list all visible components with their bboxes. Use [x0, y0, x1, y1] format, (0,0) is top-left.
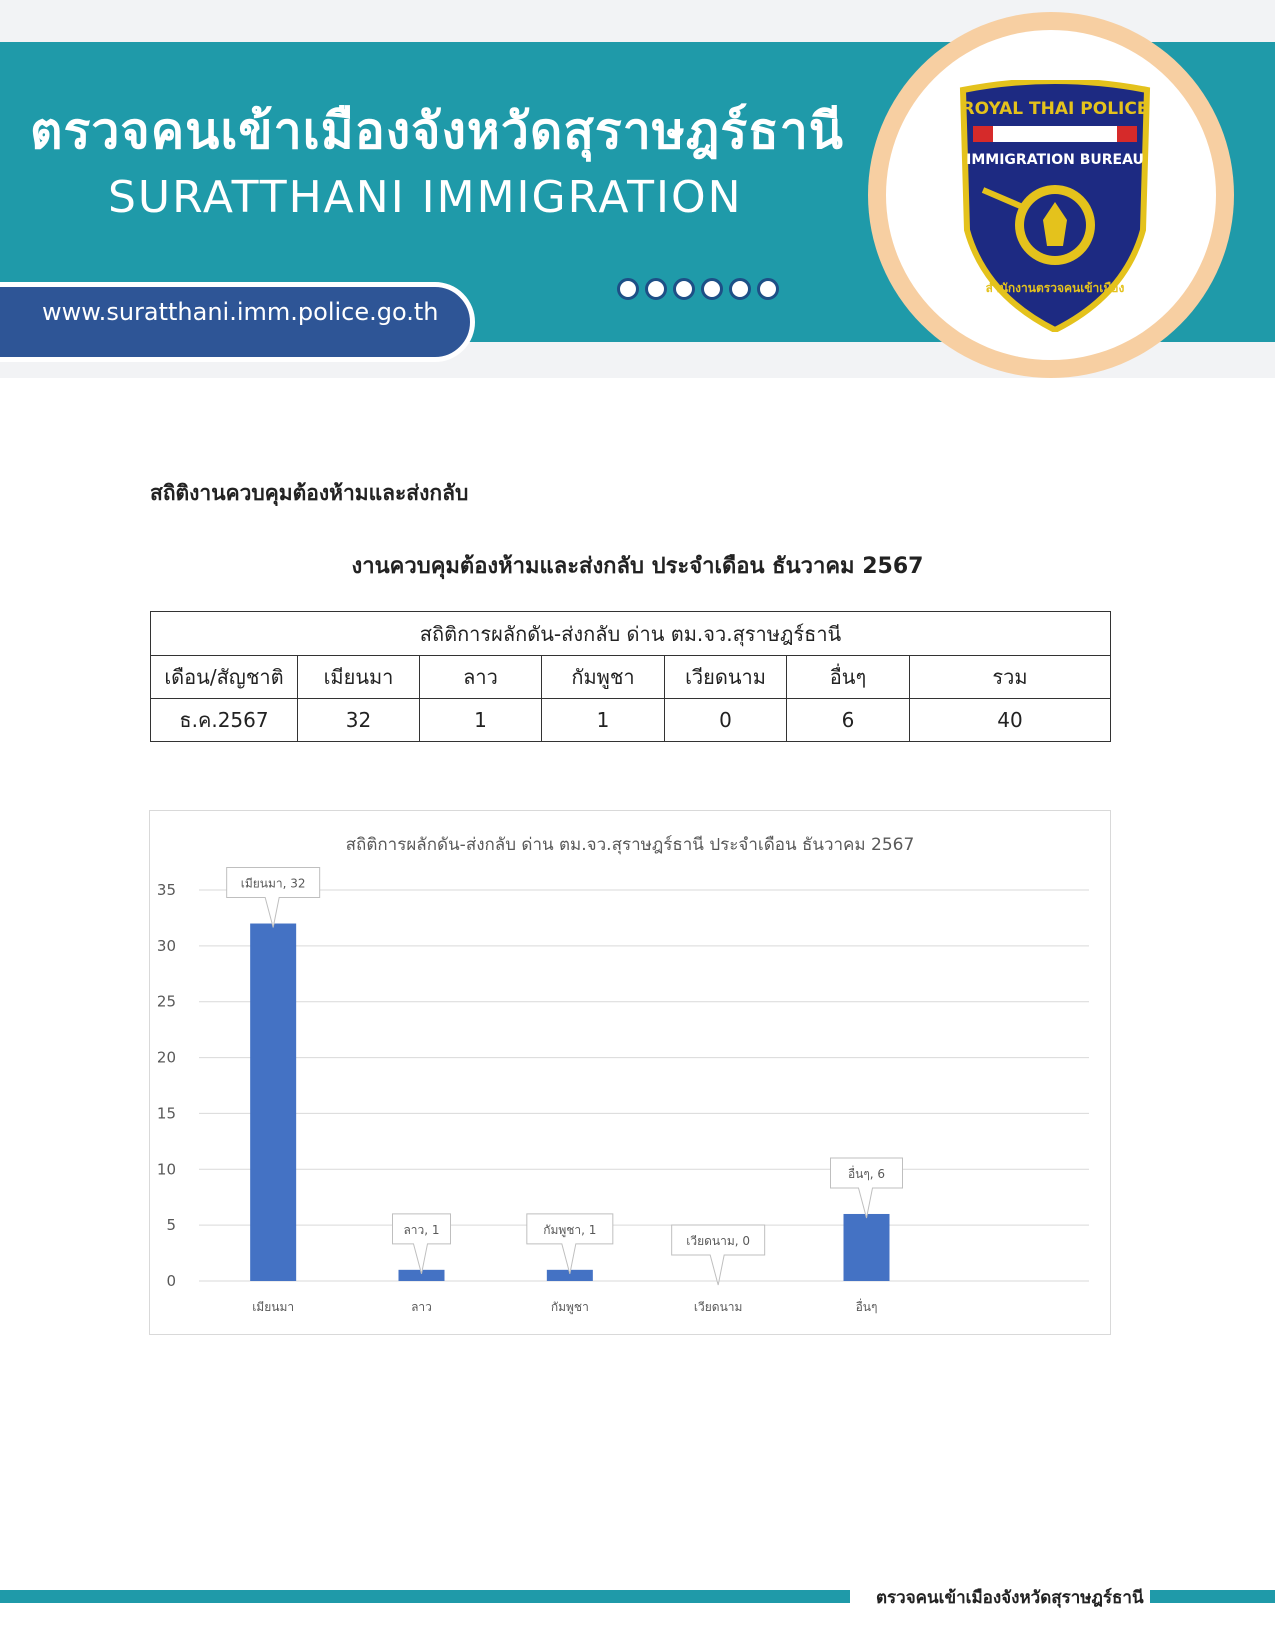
dot-icon	[729, 278, 751, 300]
data-label-callout	[393, 1214, 451, 1274]
y-tick-label: 5	[166, 1216, 176, 1235]
data-label: อื่นๆ, 6	[847, 1166, 886, 1181]
cell-myanmar: 32	[298, 699, 420, 742]
y-tick-label: 0	[166, 1272, 176, 1290]
data-label-callout	[227, 868, 320, 928]
header-myanmar: เมียนมา	[298, 656, 420, 699]
cell-month: ธ.ค.2567	[151, 699, 298, 742]
data-labels	[227, 868, 903, 1285]
section-title: สถิติงานควบคุมต้องห้ามและส่งกลับ	[150, 481, 469, 505]
data-label: กัมพูชา, 1	[543, 1222, 597, 1237]
y-axis-ticks	[157, 881, 176, 1290]
footer-bar-right	[1150, 1590, 1275, 1603]
cell-laos: 1	[420, 699, 542, 742]
dot-icon	[673, 278, 695, 300]
x-tick-label: เมียนมา	[252, 1300, 295, 1314]
statistics-table	[150, 611, 1111, 742]
data-label-callout	[527, 1214, 613, 1274]
chart-title: สถิติการผลักดัน-ส่งกลับ ด่าน ตม.จว.สุราษฎร์ธานี ประจำเดือน ธันวาคม 2567	[345, 835, 915, 855]
dot-icon	[617, 278, 639, 300]
bar	[844, 1214, 890, 1281]
police-badge-logo	[955, 80, 1155, 332]
bar-chart	[149, 810, 1111, 1335]
cell-vietnam: 0	[665, 699, 787, 742]
data-label-callout	[672, 1225, 765, 1285]
website-url[interactable]: www.suratthani.imm.police.go.th	[42, 298, 439, 326]
header-cambodia: กัมพูชา	[542, 656, 665, 699]
decorative-dots	[617, 278, 779, 300]
header-laos: ลาว	[420, 656, 542, 699]
x-tick-label: ลาว	[411, 1300, 432, 1314]
table-caption: สถิติการผลักดัน-ส่งกลับ ด่าน ตม.จว.สุราษฎร์ธานี	[151, 612, 1111, 656]
data-label: เวียดนาม, 0	[686, 1234, 751, 1248]
data-label-callout	[831, 1158, 903, 1218]
header-vietnam: เวียดนาม	[665, 656, 787, 699]
cell-others: 6	[787, 699, 910, 742]
header-others: อื่นๆ	[787, 656, 910, 699]
footer-bar-left	[0, 1590, 850, 1603]
y-tick-label: 20	[156, 1048, 176, 1067]
x-tick-label: เวียดนาม	[693, 1300, 743, 1314]
dot-icon	[645, 278, 667, 300]
header-total: รวม	[910, 656, 1111, 699]
bar	[250, 924, 296, 1281]
y-tick-label: 25	[156, 992, 176, 1011]
badge-top-text: ROYAL THAI POLICE	[961, 99, 1149, 119]
dot-icon	[701, 278, 723, 300]
banner-title-english: SURATTHANI IMMIGRATION	[108, 172, 743, 223]
banner-title-thai: ตรวจคนเข้าเมืองจังหวัดสุราษฎร์ธานี	[30, 102, 844, 160]
header-month-nationality: เดือน/สัญชาติ	[151, 656, 298, 699]
y-tick-label: 15	[156, 1104, 176, 1123]
cell-cambodia: 1	[542, 699, 665, 742]
y-tick-label: 10	[156, 1160, 176, 1179]
data-label: เมียนมา, 32	[240, 876, 306, 891]
table-row	[151, 699, 1111, 742]
cell-total: 40	[910, 699, 1111, 742]
x-tick-label: อื่นๆ	[855, 1300, 878, 1314]
y-tick-label: 35	[156, 881, 176, 899]
data-label: ลาว, 1	[403, 1222, 440, 1237]
badge-middle-text: IMMIGRATION BUREAU	[966, 152, 1144, 168]
table-header-row	[151, 656, 1111, 699]
badge-bottom-text: สำนักงานตรวจคนเข้าเมือง	[985, 281, 1125, 295]
footer-text: ตรวจคนเข้าเมืองจังหวัดสุราษฎร์ธานี	[876, 1588, 1144, 1608]
header-banner	[0, 0, 1275, 378]
y-tick-label: 30	[156, 936, 176, 955]
x-axis-labels	[252, 1298, 877, 1315]
report-title: งานควบคุมต้องห้ามและส่งกลับ ประจำเดือน ธันวาคม 2567	[351, 554, 924, 579]
table-caption-row	[151, 612, 1111, 656]
chart-gridlines	[199, 890, 1089, 1281]
x-tick-label: กัมพูชา	[550, 1300, 589, 1314]
dot-icon	[757, 278, 779, 300]
